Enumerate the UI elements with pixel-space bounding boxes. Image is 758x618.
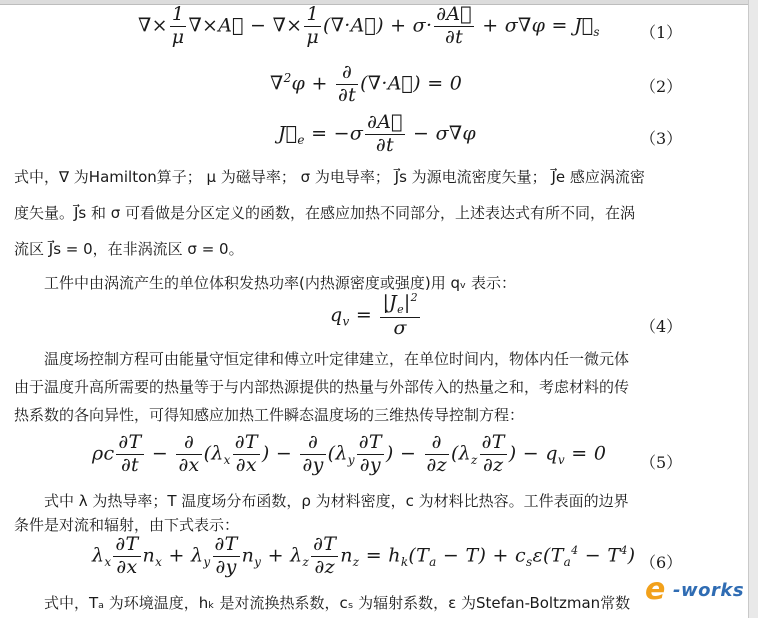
paragraph-definitions-line1: 式中，∇ 为Hamilton算子； μ 为磁导率； σ 为电导率； J⃗s 为源电流密度矢量； J⃗e 感应涡流密 bbox=[14, 168, 645, 186]
paragraph-definitions-line3: 流区 J⃗s = 0，在非涡流区 σ = 0。 bbox=[14, 240, 244, 258]
paragraph-control-eq-line1: 温度场控制方程可由能量守恒定律和傅立叶定律建立，在单位时间内，物体内任一微元体 bbox=[44, 350, 630, 368]
equation-6: $\lambda_x$ $\frac{\partial T}{\partial x}$ $n_x + \lambda_y$ $\frac{\partial T}{\partial y}$ $n_y + \lambda_z$ $\frac{\partial T}{\partial z}$ $n_z = h_k(T_a - T) + c_s\varepsilon(T_a^4 - T^4)$ bbox=[92, 533, 636, 578]
equation-4: $q_v$ = $\frac{|J_e|^2}{\sigma}$ bbox=[330, 291, 418, 339]
equation-3: $J⃗_e = -\sigma$ $\frac{\partial A⃗}{\partial t}$ − σ∇φ bbox=[278, 111, 477, 156]
equation-2: ∇$^2$φ + $\frac{\partial}{\partial t}$ (∇·A⃗) = 0 bbox=[270, 61, 463, 106]
equation-number-4: （4） bbox=[640, 317, 683, 336]
equation-5: ρc $\frac{\partial T}{\partial t}$ − $\frac{\partial}{\partial x}$ ($\lambda_x$ $\frac{\partial T}{\partial x}$ ) − $\frac{\partial}{\partial y}$ ($\lambda_y$ $\frac{\partial T}{\partial y}$ ) − $\frac{\partial}{\partial z}$ ($\lambda_z$ $\frac{\partial T}{\partial z}$ ) − $q_v = 0$ bbox=[92, 431, 607, 476]
equation-number-6: （6） bbox=[640, 553, 683, 572]
eworks-watermark-logo bbox=[645, 568, 745, 606]
paragraph-control-eq-line3: 热系数的各向异性，可得知感应加热工件瞬态温度场的三维热传导控制方程： bbox=[14, 406, 525, 424]
equation-number-5: （5） bbox=[640, 453, 683, 472]
equation-number-1: （1） bbox=[640, 23, 683, 42]
paragraph-definitions-line2: 度矢量。J⃗s 和 σ 可看做是分区定义的函数，在感应加热不同部分，上述表达式有所不同，在涡 bbox=[14, 204, 636, 222]
equation-1: ∇× $\frac{1}{\mu}$ ∇×A⃗ − ∇× $\frac{1}{\mu}$ (∇·A⃗) + σ· $\frac{\partial A⃗}{\partial t}$ + $\sigma\nabla\varphi = J⃗_s$ bbox=[138, 3, 600, 48]
equation-number-2: （2） bbox=[640, 77, 683, 96]
equation-number-3: （3） bbox=[640, 129, 683, 148]
paragraph-symbols: 式中，Tₐ 为环境温度，hₖ 是对流换热系数，cₛ 为辐射系数，ε 为Stefan-Boltzman常数 bbox=[44, 594, 631, 612]
paragraph-boundary-line1: 式中 λ 为热导率；T 温度场分布函数，ρ 为材料密度，c 为材料比热容。工件表面的边界 bbox=[44, 492, 629, 510]
watermark-e-glyph: e bbox=[645, 572, 666, 607]
paragraph-heat-power: 工件中由涡流产生的单位体积发热功率(内热源密度或强度)用 qᵥ 表示： bbox=[44, 274, 517, 292]
paragraph-control-eq-line2: 由于温度升高所需要的热量等于与内部热源提供的热量与外部传入的热量之和，考虑材料的传 bbox=[14, 378, 630, 396]
paragraph-boundary-line2: 条件是对流和辐射，由下式表示： bbox=[14, 516, 240, 534]
vertical-scrollbar[interactable] bbox=[748, 0, 758, 618]
watermark-text: -works bbox=[673, 580, 745, 601]
